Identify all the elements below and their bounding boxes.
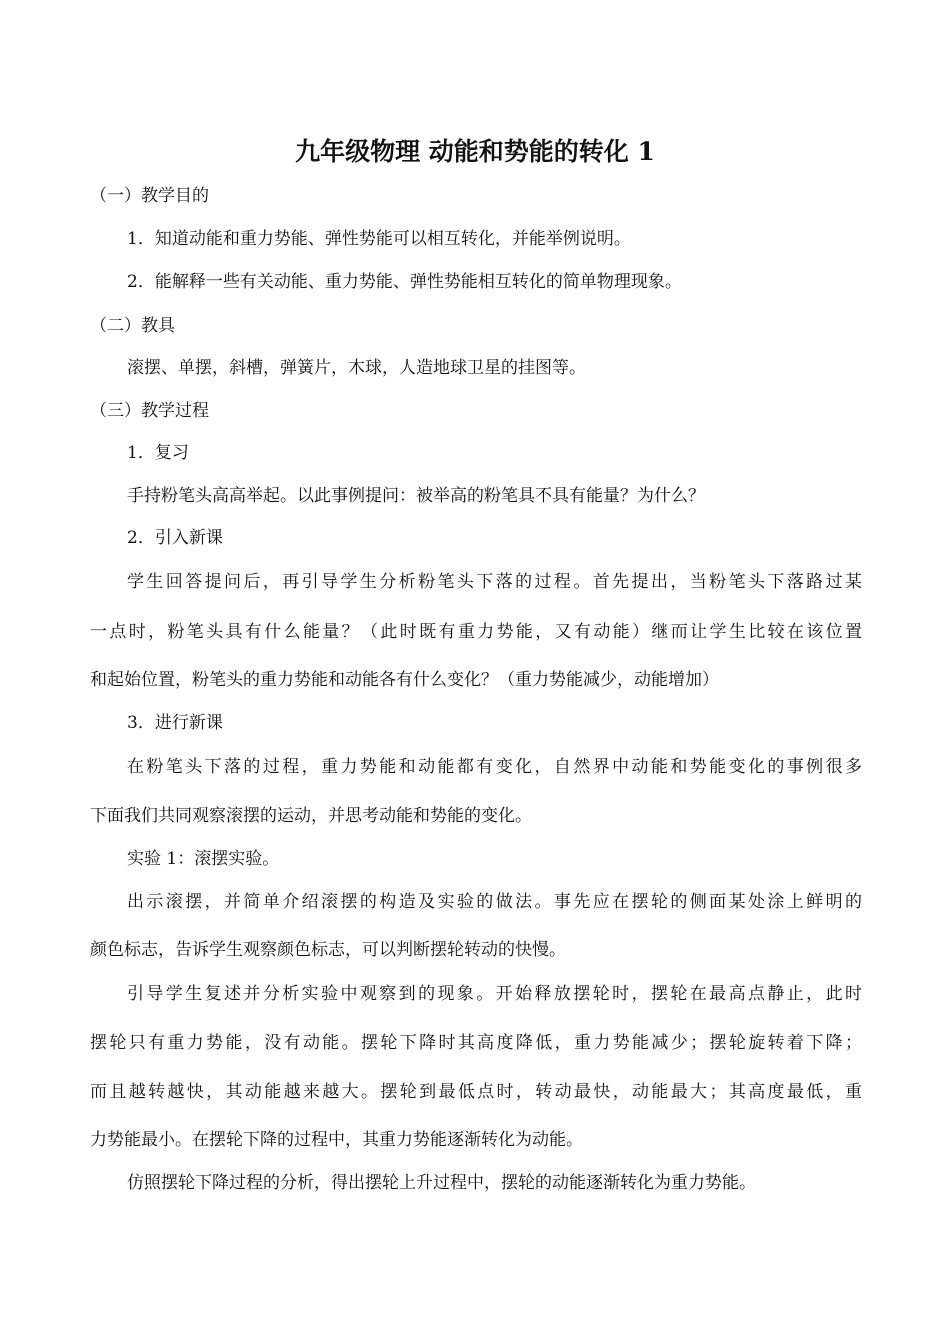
paragraph-line: 仿照摆轮下降过程的分析，得出摆轮上升过程中，摆轮的动能逐渐转化为重力势能。 (127, 1173, 756, 1193)
subheading-review: 1．复习 (127, 443, 189, 463)
experiment-heading: 实验 1：滚摆实验。 (127, 849, 280, 869)
paragraph-line: 引导学生复述并分析实验中观察到的现象。开始释放摆轮时，摆轮在最高点静止，此时 (127, 984, 862, 1004)
paragraph-line: 手持粉笔头高高举起。以此事例提问：被举高的粉笔具不具有能量？为什么？ (127, 486, 705, 506)
paragraph-line: 颜色标志，告诉学生观察颜色标志，可以判断摆轮转动的快慢。 (90, 940, 566, 960)
paragraph-line: 下面我们共同观察滚摆的运动，并思考动能和势能的变化。 (90, 806, 532, 826)
section-heading-materials: （二）教具 (90, 316, 175, 336)
paragraph-line: 学生回答提问后，再引导学生分析粉笔头下落的过程。首先提出，当粉笔头下落路过某 (127, 572, 862, 592)
materials-text: 滚摆、单摆，斜槽，弹簧片，木球，人造地球卫星的挂图等。 (127, 358, 586, 378)
paragraph-line: 出示滚摆，并简单介绍滚摆的构造及实验的做法。事先应在摆轮的侧面某处涂上鲜明的 (127, 892, 862, 912)
subheading-intro: 2．引入新课 (127, 528, 223, 548)
document-title: 九年级物理 动能和势能的转化 1 (295, 137, 655, 166)
section-heading-objectives: （一）教学目的 (90, 186, 209, 206)
paragraph-line: 在粉笔头下落的过程，重力势能和动能都有变化，自然界中动能和势能变化的事例很多 (127, 757, 862, 777)
section-heading-process: （三）教学过程 (90, 401, 209, 421)
paragraph-line: 力势能最小。在摆轮下降的过程中，其重力势能逐渐转化为动能。 (90, 1130, 583, 1150)
paragraph-line: 摆轮只有重力势能，没有动能。摆轮下降时其高度降低，重力势能减少；摆轮旋转着下降； (90, 1033, 862, 1053)
paragraph-line: 和起始位置，粉笔头的重力势能和动能各有什么变化？（重力势能减少，动能增加） (90, 670, 719, 690)
paragraph-line: 而且越转越快，其动能越来越大。摆轮到最低点时，转动最快，动能最大；其高度最低，重 (90, 1082, 862, 1102)
subheading-new-lesson: 3．进行新课 (127, 713, 223, 733)
objective-item-1: 1．知道动能和重力势能、弹性势能可以相互转化，并能举例说明。 (127, 229, 631, 249)
objective-item-2: 2．能解释一些有关动能、重力势能、弹性势能相互转化的简单物理现象。 (127, 272, 682, 292)
paragraph-line: 一点时，粉笔头具有什么能量？（此时既有重力势能，又有动能）继而让学生比较在该位置 (90, 622, 862, 642)
